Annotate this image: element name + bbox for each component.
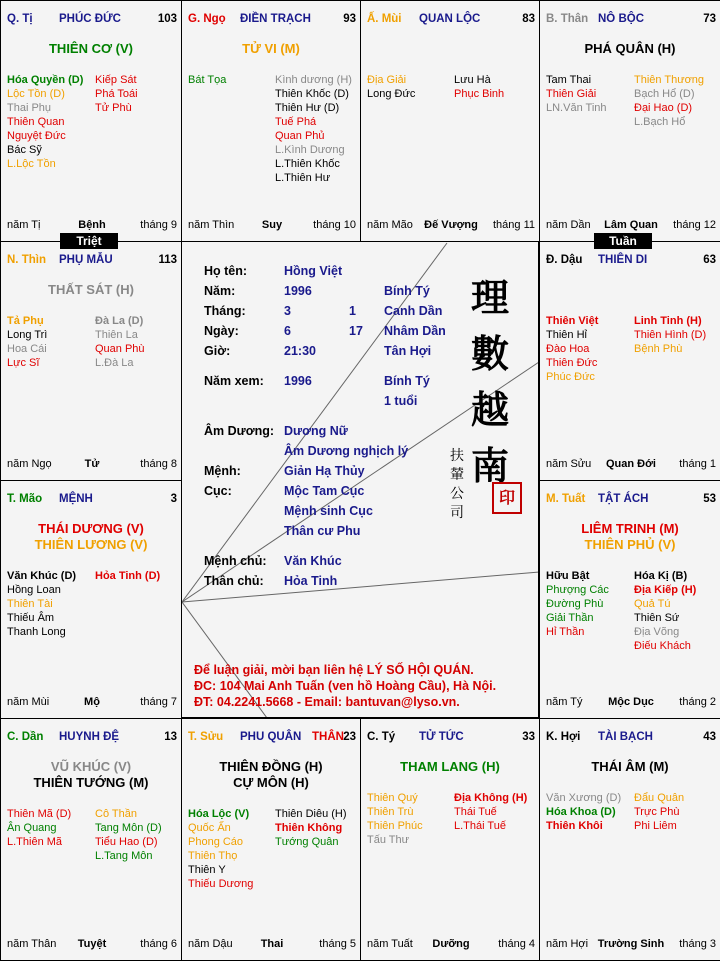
minor-star: Thiên Quan <box>7 116 65 128</box>
main-star: VŨ KHÚC (V) <box>50 759 132 774</box>
palace-name: NÔ BỘC <box>598 13 644 25</box>
minor-star: L.Đà La <box>95 357 134 369</box>
minor-star: L.Thiên Khốc <box>275 158 340 170</box>
minor-star: Kình dương (H) <box>275 74 352 86</box>
contact-line-3: ĐT: 04.2241.5668 - Email: bantuvan@lyso.vn. <box>194 695 460 709</box>
palace-footer <box>546 938 716 952</box>
palace-header <box>367 731 535 747</box>
palace-cell-suu <box>181 718 361 961</box>
palace-branch: B. Thân <box>546 13 589 25</box>
main-stars <box>1 282 181 298</box>
palace-number: 53 <box>703 493 716 505</box>
palace-header <box>546 493 716 509</box>
thanchu-label: Thân chủ: <box>204 574 264 588</box>
main-stars <box>1 521 181 553</box>
main-star: THẤT SÁT (H) <box>48 282 134 297</box>
footer-month: tháng 10 <box>313 219 356 231</box>
minor-star: LN.Văn Tinh <box>546 102 607 114</box>
footer-month: tháng 5 <box>319 938 356 950</box>
view-year-value: 1996 <box>284 374 312 388</box>
palace-footer <box>188 219 356 233</box>
minor-stars-right <box>634 314 706 356</box>
year-label: Năm: <box>204 284 236 298</box>
calligraphy-small: 扶輦公司 <box>450 448 464 521</box>
minor-stars-right <box>634 73 704 129</box>
hour-canchi: Tân Hợi <box>384 344 432 358</box>
minor-star: Phong Cáo <box>188 836 244 848</box>
palace-branch: Ấ. Mùi <box>367 13 402 25</box>
minor-star: Long Trì <box>7 329 48 341</box>
palace-branch: G. Ngọ <box>188 13 226 25</box>
minor-star: Linh Tinh (H) <box>634 315 702 327</box>
minor-star: Quả Tú <box>634 598 671 610</box>
palace-branch: Q. Tị <box>7 13 33 25</box>
minor-star: Hóa Lộc (V) <box>188 808 250 820</box>
footer-cycle: Đế Vượng <box>424 219 478 231</box>
minor-stars-left <box>188 807 253 891</box>
minor-star: L.Bạch Hổ <box>634 116 686 128</box>
palace-cell-tuat <box>539 480 720 719</box>
palace-name: QUAN LỘC <box>419 13 481 25</box>
footer-cycle: Mộ <box>84 696 100 708</box>
main-star: THAM LANG (H) <box>400 759 500 774</box>
cuc-value-3: Thân cư Phu <box>284 524 361 538</box>
footer-month: tháng 7 <box>140 696 177 708</box>
minor-star: Thiên Hình (D) <box>634 329 707 341</box>
palace-number: 73 <box>703 13 716 25</box>
footer-cycle: Thai <box>260 938 284 950</box>
footer-cycle: Bệnh <box>78 219 106 231</box>
minor-star: Cô Thần <box>95 808 137 820</box>
minor-stars-right <box>634 569 696 653</box>
footer-year: năm Sửu <box>546 458 592 470</box>
minor-star: Hữu Bật <box>546 570 590 582</box>
palace-name: TÀI BẠCH <box>598 731 653 743</box>
minor-star: Thiên Diêu (H) <box>275 808 347 820</box>
minor-star: Bát Tọa <box>188 74 227 86</box>
minor-stars-left <box>7 73 83 171</box>
palace-cell-hoi <box>539 718 720 961</box>
tuan-marker: Tuần <box>594 233 652 249</box>
palace-branch: K. Hợi <box>546 731 581 743</box>
minor-star: Đà La (D) <box>95 315 144 327</box>
minor-star: Long Đức <box>367 88 416 100</box>
minor-stars-right <box>95 314 145 370</box>
year-canchi: Bính Tý <box>384 284 430 298</box>
main-star: LIÊM TRINH (M) <box>581 521 679 536</box>
palace-name: PHU QUÂN <box>240 731 302 743</box>
palace-cell-ngo <box>181 0 361 242</box>
minor-star: Thai Phụ <box>7 102 52 114</box>
thanchu-value: Hỏa Tinh <box>284 574 338 588</box>
minor-star: Tả Phụ <box>7 315 44 327</box>
minor-star: Tấu Thư <box>367 834 410 846</box>
main-star: THÁI DƯƠNG (V) <box>38 521 144 536</box>
amduong-label: Âm Dương: <box>204 424 275 438</box>
palace-name: TỬ TỨC <box>419 731 464 743</box>
view-year-canchi: Bính Tý <box>384 374 430 388</box>
minor-star: Thiên Quý <box>367 792 418 804</box>
minor-star: Thiên Không <box>275 822 343 834</box>
minor-star: Quan Phù <box>95 343 145 355</box>
palace-cell-ty <box>360 718 540 961</box>
minor-star: Hồng Loan <box>7 584 61 596</box>
minor-stars-left <box>546 314 598 384</box>
minor-star: Hóa Quyền (D) <box>7 74 84 86</box>
palace-number: 23 <box>343 731 356 743</box>
minor-star: Lưu Hà <box>454 74 491 86</box>
cuc-value-2: Mệnh sinh Cục <box>284 504 373 518</box>
palace-branch: N. Thìn <box>7 254 46 266</box>
minor-star: L.Tang Môn <box>95 850 153 862</box>
hour-value: 21:30 <box>284 344 316 358</box>
month-canchi: Canh Dần <box>384 304 443 318</box>
minor-star: Phượng Các <box>546 584 609 596</box>
palace-footer <box>7 938 177 952</box>
palace-branch: C. Tý <box>367 731 396 743</box>
footer-cycle: Suy <box>261 219 283 231</box>
minor-star: Thiên La <box>95 329 138 341</box>
center-info-panel <box>181 241 539 718</box>
palace-footer <box>7 458 177 472</box>
minor-star: Tử Phù <box>95 102 132 114</box>
minor-star: Thiếu Âm <box>7 612 55 624</box>
minor-star: Bệnh Phù <box>634 343 683 355</box>
day-canchi: Nhâm Dần <box>384 324 446 338</box>
minor-star: Hỏa Tinh (D) <box>95 570 161 582</box>
footer-year: năm Hợi <box>546 938 589 950</box>
minor-star: Địa Võng <box>634 626 680 638</box>
minor-star: Đào Hoa <box>546 343 590 355</box>
footer-year: năm Tý <box>546 696 583 708</box>
minor-stars-right <box>454 73 504 101</box>
menh-value: Giản Hạ Thủy <box>284 464 365 478</box>
palace-footer <box>546 458 716 472</box>
minor-star: Thiên Hư (D) <box>275 102 340 114</box>
minor-star: Hoa Cái <box>7 343 47 355</box>
minor-star: Kiếp Sát <box>95 74 137 86</box>
minor-star: Tam Thai <box>546 74 592 86</box>
footer-month: tháng 8 <box>140 458 177 470</box>
minor-star: Thiếu Dương <box>188 878 254 890</box>
palace-name: TẬT ÁCH <box>598 493 649 505</box>
minor-star: Văn Xương (D) <box>546 792 622 804</box>
minor-stars-right <box>95 807 162 863</box>
main-star: THIÊN PHỦ (V) <box>584 537 676 552</box>
minor-star: Thiên Sứ <box>634 612 680 624</box>
minor-stars-left <box>546 569 609 639</box>
minor-star: Ân Quang <box>7 822 57 834</box>
palace-name: PHÚC ĐỨC <box>59 13 121 25</box>
minor-star: Bạch Hổ (D) <box>634 88 695 100</box>
minor-star: Thái Tuế <box>454 806 497 818</box>
footer-month: tháng 2 <box>679 696 716 708</box>
footer-year: năm Thân <box>7 938 57 950</box>
minor-star: Thiên Trù <box>367 806 414 818</box>
palace-number: 113 <box>158 254 177 266</box>
minor-star: Thiên Phúc <box>367 820 423 832</box>
footer-month: tháng 11 <box>492 219 535 231</box>
red-seal-stamp: 印 <box>492 482 522 514</box>
palace-header <box>188 13 356 29</box>
minor-star: Thiên Mã (D) <box>7 808 72 820</box>
main-stars <box>540 41 720 57</box>
palace-name: HUYNH ĐỆ <box>59 731 120 743</box>
main-stars <box>182 759 360 791</box>
palace-header <box>188 731 356 747</box>
footer-cycle: Trường Sinh <box>597 938 665 950</box>
contact-line-2: ĐC: 104 Mai Anh Tuấn (ven hồ Hoàng Cầu), Hà Nội. <box>194 679 497 693</box>
palace-branch: M. Tuất <box>546 493 586 505</box>
minor-star: Thiên Khốc (D) <box>275 88 349 100</box>
minor-stars-left <box>188 73 226 87</box>
footer-year: năm Dần <box>546 219 591 231</box>
hour-label: Giờ: <box>204 344 231 358</box>
minor-star: L.Thái Tuế <box>454 820 506 832</box>
palace-number: 103 <box>157 13 177 25</box>
minor-stars-left <box>367 73 415 101</box>
palace-footer <box>188 938 356 952</box>
palace-name: MỆNH <box>59 493 93 505</box>
footer-cycle: Tuyệt <box>77 938 107 950</box>
minor-star: Thiên Hỉ <box>546 329 587 341</box>
minor-star: Điếu Khách <box>634 640 691 652</box>
main-star: THIÊN ĐỒNG (H) <box>219 759 323 774</box>
minor-star: Thiên Đức <box>546 357 598 369</box>
palace-name: ĐIỀN TRẠCH <box>240 13 311 25</box>
main-star: THÁI ÂM (M) <box>591 759 669 774</box>
minor-star: Địa Giải <box>367 74 407 86</box>
minor-star: Phúc Đức <box>546 371 595 383</box>
minor-star: L.Thiên Hư <box>275 172 331 184</box>
palace-cell-than <box>539 0 720 242</box>
minor-stars-left <box>7 569 76 639</box>
minor-star: Hóa Khoa (D) <box>546 806 616 818</box>
minor-star: Quan Phủ <box>275 130 325 142</box>
palace-branch: C. Dần <box>7 731 44 743</box>
month-value: 3 <box>284 304 291 318</box>
palace-footer <box>7 696 177 710</box>
minor-stars-right <box>275 73 352 185</box>
minor-star: Hóa Kị (B) <box>634 570 688 582</box>
palace-header <box>7 13 177 29</box>
day-label: Ngày: <box>204 324 239 338</box>
palace-header <box>546 13 716 29</box>
footer-year: năm Ngọ <box>7 458 52 470</box>
month-lunar: 1 <box>349 304 356 318</box>
footer-year: năm Tị <box>7 219 41 231</box>
footer-year: năm Mùi <box>7 696 50 708</box>
menhchu-value: Văn Khúc <box>284 554 342 568</box>
minor-star: Phá Toái <box>95 88 138 100</box>
palace-footer <box>546 696 716 710</box>
minor-star: Lộc Tồn (D) <box>7 88 65 100</box>
minor-stars-right <box>634 791 684 833</box>
minor-star: Tang Môn (D) <box>95 822 162 834</box>
palace-number: 3 <box>170 493 177 505</box>
footer-month: tháng 12 <box>673 219 716 231</box>
palace-header <box>7 493 177 509</box>
main-stars <box>361 759 539 775</box>
triet-marker: Triệt <box>60 233 118 249</box>
contact-line-1: Để luận giải, mời bạn liên hệ LÝ SỐ HỘI QUÁN. <box>194 663 474 677</box>
minor-star: Tiểu Hao (D) <box>95 836 158 848</box>
minor-star: Văn Khúc (D) <box>7 570 77 582</box>
minor-star: Phục Binh <box>454 88 505 100</box>
footer-year: năm Dậu <box>188 938 233 950</box>
minor-star: Thiên Y <box>188 864 226 876</box>
footer-month: tháng 4 <box>498 938 535 950</box>
year-value: 1996 <box>284 284 312 298</box>
main-stars <box>1 759 181 791</box>
minor-star: Trực Phù <box>634 806 680 818</box>
main-star: THIÊN LƯƠNG (V) <box>34 537 148 552</box>
footer-cycle: Tử <box>84 458 100 470</box>
footer-year: năm Thìn <box>188 219 235 231</box>
menhchu-label: Mệnh chủ: <box>204 554 267 568</box>
main-stars <box>540 759 720 775</box>
palace-branch: T. Sửu <box>188 731 224 743</box>
footer-month: tháng 1 <box>679 458 716 470</box>
menh-label: Mệnh: <box>204 464 241 478</box>
minor-star: Tuế Phá <box>275 116 317 128</box>
minor-star: L.Lộc Tồn <box>7 158 56 170</box>
age-value: 1 tuổi <box>384 394 418 408</box>
calligraphy-vertical: 理數越南 <box>470 275 509 488</box>
minor-star: Thiên Giải <box>546 88 597 100</box>
main-star: CỰ MÔN (H) <box>233 775 309 790</box>
footer-year: năm Tuất <box>367 938 413 950</box>
minor-star: L.Kình Dương <box>275 144 345 156</box>
cuc-label: Cục: <box>204 484 232 498</box>
minor-stars-left <box>367 791 423 847</box>
day-lunar: 17 <box>349 324 363 338</box>
minor-star: L.Thiên Mã <box>7 836 63 848</box>
cuc-value-1: Mộc Tam Cục <box>284 484 365 498</box>
palace-number: 83 <box>522 13 535 25</box>
minor-star: Thiên Thọ <box>188 850 238 862</box>
month-label: Tháng: <box>204 304 246 318</box>
palace-cell-ti <box>0 0 182 242</box>
main-stars <box>1 41 181 57</box>
footer-month: tháng 9 <box>140 219 177 231</box>
amduong-value-2: Âm Dương nghịch lý <box>284 444 409 458</box>
footer-cycle: Lâm Quan <box>604 219 658 231</box>
minor-stars-left <box>7 314 47 370</box>
palace-header <box>367 13 535 29</box>
palace-header <box>546 731 716 747</box>
main-star: THIÊN CƠ (V) <box>48 41 134 56</box>
minor-star: Thiên Khôi <box>546 820 603 832</box>
palace-cell-mui <box>360 0 540 242</box>
minor-star: Thanh Long <box>7 626 66 638</box>
minor-stars-left <box>7 807 71 849</box>
main-star: THIÊN TƯỚNG (M) <box>33 775 149 790</box>
minor-star: Tướng Quân <box>275 836 339 848</box>
minor-star: Đại Hao (D) <box>634 102 693 114</box>
palace-header <box>7 254 177 270</box>
main-stars <box>182 41 360 57</box>
minor-star: Thiên Tài <box>7 598 53 610</box>
palace-cell-dau <box>539 241 720 481</box>
view-year-label: Năm xem: <box>204 374 264 388</box>
footer-cycle: Dưỡng <box>432 938 470 950</box>
minor-stars-right <box>95 73 138 115</box>
minor-star: Thiên Việt <box>546 315 599 327</box>
palace-footer <box>7 219 177 233</box>
minor-star: Đường Phù <box>546 598 604 610</box>
palace-cell-mao <box>0 480 182 719</box>
palace-name: PHỤ MẪU <box>59 254 113 266</box>
palace-name: THIÊN DI <box>598 254 648 266</box>
footer-year: năm Mão <box>367 219 413 231</box>
minor-star: Quốc Ấn <box>188 822 231 834</box>
minor-stars-left <box>546 791 621 833</box>
footer-cycle: Mộc Dục <box>608 696 654 708</box>
footer-month: tháng 6 <box>140 938 177 950</box>
minor-star: Thiên Thương <box>634 74 705 86</box>
minor-star: Địa Kiếp (H) <box>634 584 697 596</box>
minor-star: Giải Thần <box>546 612 594 624</box>
footer-cycle: Quan Đới <box>606 458 656 470</box>
minor-star: Địa Không (H) <box>454 792 528 804</box>
day-value: 6 <box>284 324 291 338</box>
minor-star: Đẩu Quân <box>634 792 685 804</box>
main-stars <box>540 521 720 553</box>
palace-footer <box>367 219 535 233</box>
palace-body-marker: THÂN <box>312 731 344 743</box>
minor-star: Bác Sỹ <box>7 144 42 156</box>
palace-branch: Đ. Dậu <box>546 254 583 266</box>
minor-stars-left <box>546 73 607 115</box>
minor-star: Lực Sĩ <box>7 357 40 369</box>
minor-stars-right <box>95 569 160 583</box>
minor-star: Nguyệt Đức <box>7 130 66 142</box>
minor-stars-right <box>275 807 347 849</box>
footer-month: tháng 3 <box>679 938 716 950</box>
name-label: Họ tên: <box>204 264 248 278</box>
palace-number: 13 <box>164 731 177 743</box>
palace-cell-thin <box>0 241 182 481</box>
palace-number: 93 <box>343 13 356 25</box>
amduong-value-1: Dương Nữ <box>284 424 348 438</box>
palace-footer <box>367 938 535 952</box>
minor-stars-right <box>454 791 527 833</box>
palace-header <box>546 254 716 270</box>
palace-cell-dan <box>0 718 182 961</box>
minor-star: Phi Liêm <box>634 820 677 832</box>
palace-number: 33 <box>522 731 535 743</box>
palace-branch: T. Mão <box>7 493 43 505</box>
palace-number: 43 <box>703 731 716 743</box>
palace-header <box>7 731 177 747</box>
palace-number: 63 <box>703 254 716 266</box>
minor-star: Hỉ Thần <box>546 626 585 638</box>
main-star: TỬ VI (M) <box>242 41 300 56</box>
name-value: Hồng Việt <box>284 264 343 278</box>
palace-footer <box>546 219 716 233</box>
main-star: PHÁ QUÂN (H) <box>584 41 676 56</box>
